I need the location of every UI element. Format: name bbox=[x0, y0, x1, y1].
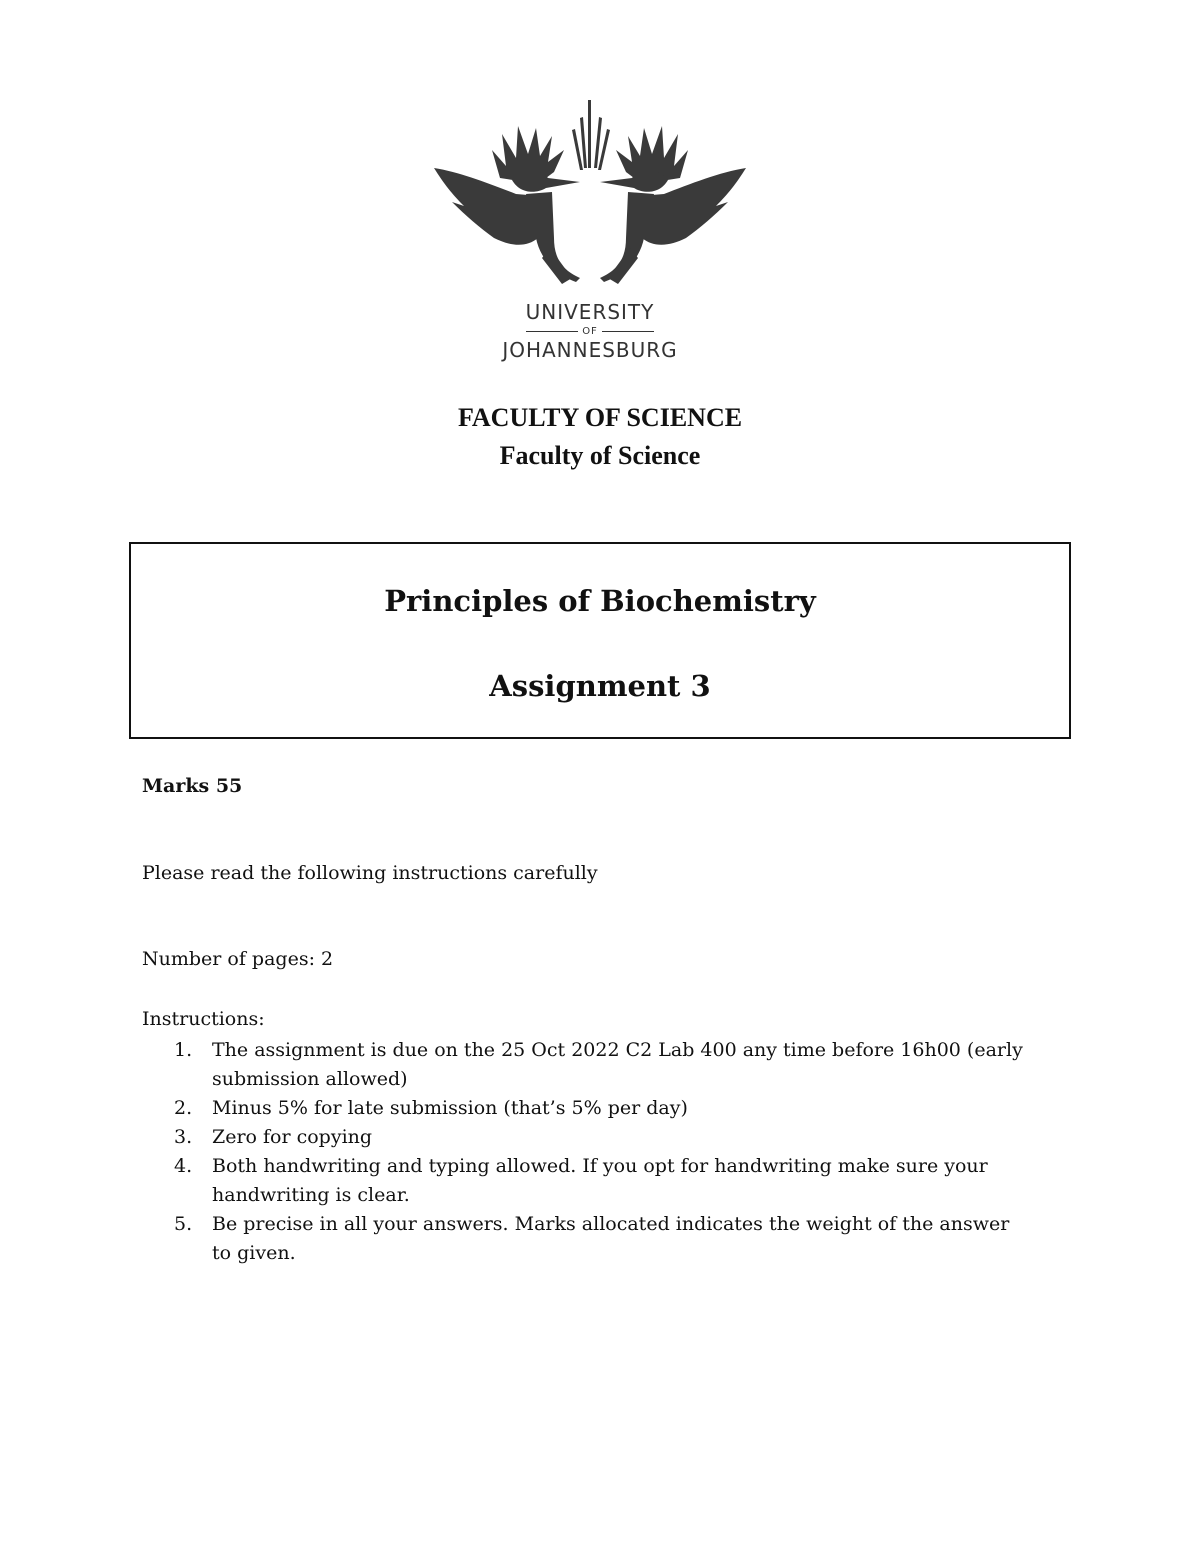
wordmark-of-row bbox=[470, 324, 710, 338]
list-item bbox=[142, 1094, 1032, 1123]
list-item-number: 3. bbox=[174, 1126, 193, 1148]
assignment-title: Assignment 3 bbox=[489, 669, 711, 703]
list-item-number: 2. bbox=[174, 1097, 193, 1119]
list-item-text: Minus 5% for late submission (that’s 5% per day) bbox=[212, 1097, 688, 1119]
list-item bbox=[142, 1152, 1032, 1210]
marks-total: Marks 55 bbox=[142, 775, 243, 797]
title-box bbox=[129, 542, 1071, 739]
university-wordmark bbox=[470, 300, 710, 362]
wordmark-rule-right bbox=[602, 331, 654, 332]
faculty-heading: FACULTY OF SCIENCE bbox=[457, 403, 743, 432]
instructions-label: Instructions: bbox=[142, 1008, 265, 1030]
list-item bbox=[142, 1123, 1032, 1152]
list-item bbox=[142, 1210, 1032, 1268]
list-item bbox=[142, 1036, 1032, 1094]
hoopoe-emblem-icon bbox=[430, 98, 750, 298]
wordmark-johannesburg: JOHANNESBURG bbox=[502, 338, 678, 362]
list-item-text: Be precise in all your answers. Marks allocated indicates the weight of the answer to given. bbox=[212, 1213, 1010, 1264]
instructions-list bbox=[142, 1036, 1032, 1268]
wordmark-rule-left bbox=[526, 331, 578, 332]
list-item-text: The assignment is due on the 25 Oct 2022 C2 Lab 400 any time before 16h00 (early submission allowed) bbox=[212, 1039, 1023, 1090]
course-title: Principles of Biochemistry bbox=[384, 584, 816, 618]
list-item-text: Zero for copying bbox=[212, 1126, 373, 1148]
page-count: Number of pages: 2 bbox=[142, 948, 334, 970]
list-item-number: 1. bbox=[174, 1039, 193, 1061]
intro-text: Please read the following instructions carefully bbox=[142, 862, 598, 884]
faculty-subheading: Faculty of Science bbox=[499, 441, 701, 470]
wordmark-university: UNIVERSITY bbox=[525, 300, 655, 324]
wordmark-of: OF bbox=[582, 325, 598, 337]
list-item-number: 4. bbox=[174, 1155, 193, 1177]
list-item-number: 5. bbox=[174, 1213, 193, 1235]
list-item-text: Both handwriting and typing allowed. If you opt for handwriting make sure your handwriting is clear. bbox=[212, 1155, 988, 1206]
